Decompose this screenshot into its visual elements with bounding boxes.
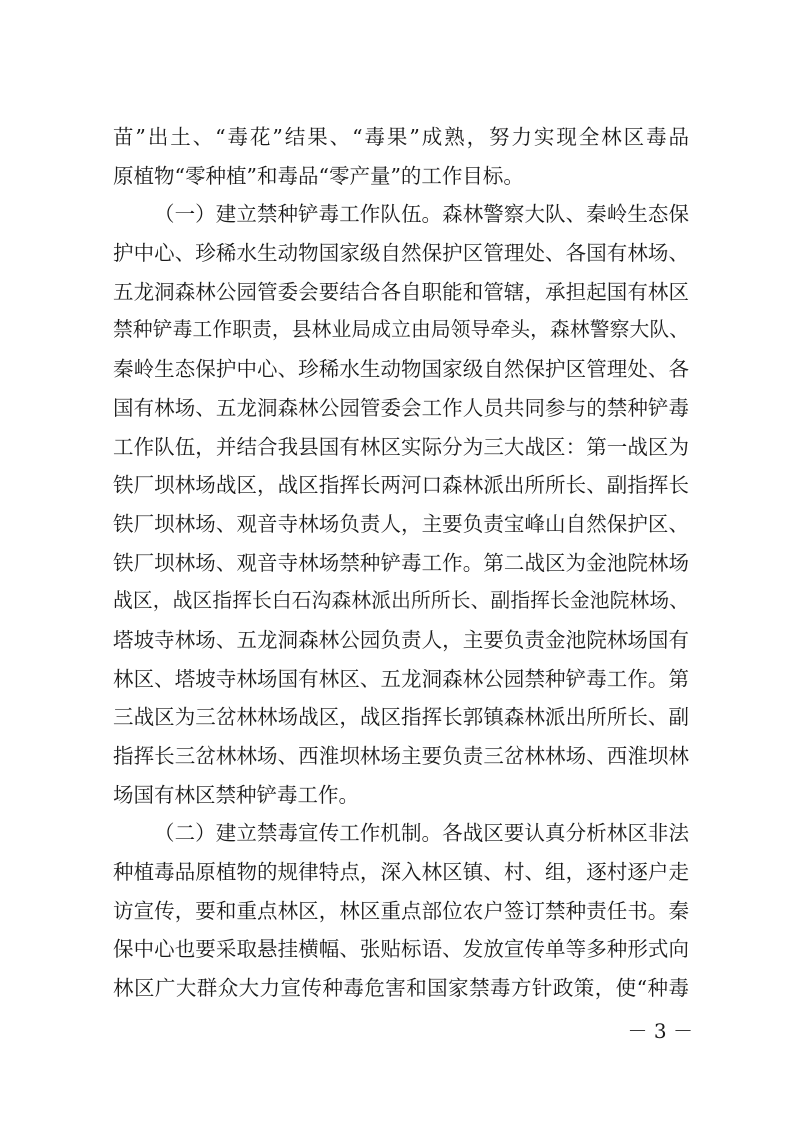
body-text: [113, 118, 689, 1008]
text-line: 禁种铲毒工作职责，县林业局成立由局领导牵头，森林警察大队、: [113, 318, 689, 342]
page-number: － 3 －: [627, 1019, 693, 1043]
text-line: 林区广大群众大力宣传种毒危害和国家禁毒方针政策，使“种毒: [113, 976, 689, 1001]
text-line: 塔坡寺林场、五龙洞森林公园负责人，主要负责金池院林场国有: [113, 627, 689, 652]
text-line: 林区、塔坡寺林场国有林区、五龙洞森林公园禁种铲毒工作。第: [113, 666, 689, 691]
text-line: 护中心、珍稀水生动物国家级自然保护区管理处、各国有林场、: [113, 241, 689, 266]
text-line: 铁厂坝林场战区，战区指挥长两河口森林派出所所长、副指挥长: [113, 473, 689, 498]
paragraph-heading-line: （一）建立禁种铲毒工作队伍。森林警察大队、秦岭生态保: [154, 202, 689, 227]
paragraph-heading-line: （二）建立禁毒宣传工作机制。各战区要认真分析林区非法: [154, 821, 689, 846]
text-line: 苗”出土、“毒花”结果、“毒果”成熟，努力实现全林区毒品: [113, 125, 689, 149]
text-line: 指挥长三岔林林场、西淮坝林场主要负责三岔林林场、西淮坝林: [113, 744, 689, 768]
text-line: 种植毒品原植物的规律特点，深入林区镇、村、组，逐村逐户走: [113, 860, 689, 885]
text-line: 五龙洞森林公园管委会要结合各自职能和管辖，承担起国有林区: [113, 279, 689, 304]
text-line: 铁厂坝林场、观音寺林场负责人，主要负责宝峰山自然保护区、: [113, 511, 689, 536]
text-line: 场国有林区禁种铲毒工作。: [113, 782, 359, 807]
text-line: 原植物“零种植”和毒品“零产量”的工作目标。: [113, 163, 524, 188]
text-line: 保中心也要采取悬挂横幅、张贴标语、发放宣传单等多种形式向: [113, 937, 689, 962]
text-line: 国有林场、五龙洞森林公园管委会工作人员共同参与的禁种铲毒: [113, 395, 689, 420]
text-line: 战区，战区指挥长白石沟森林派出所所长、副指挥长金池院林场、: [113, 589, 689, 613]
text-line: 铁厂坝林场、观音寺林场禁种铲毒工作。第二战区为金池院林场: [113, 550, 689, 575]
text-line: 秦岭生态保护中心、珍稀水生动物国家级自然保护区管理处、各: [113, 357, 689, 382]
text-line: 访宣传，要和重点林区，林区重点部位农户签订禁种责任书。秦: [113, 898, 689, 923]
text-line: 三战区为三岔林林场战区，战区指挥长郭镇森林派出所所长、副: [113, 705, 689, 730]
text-line: 工作队伍，并结合我县国有林区实际分为三大战区：第一战区为: [113, 434, 689, 459]
